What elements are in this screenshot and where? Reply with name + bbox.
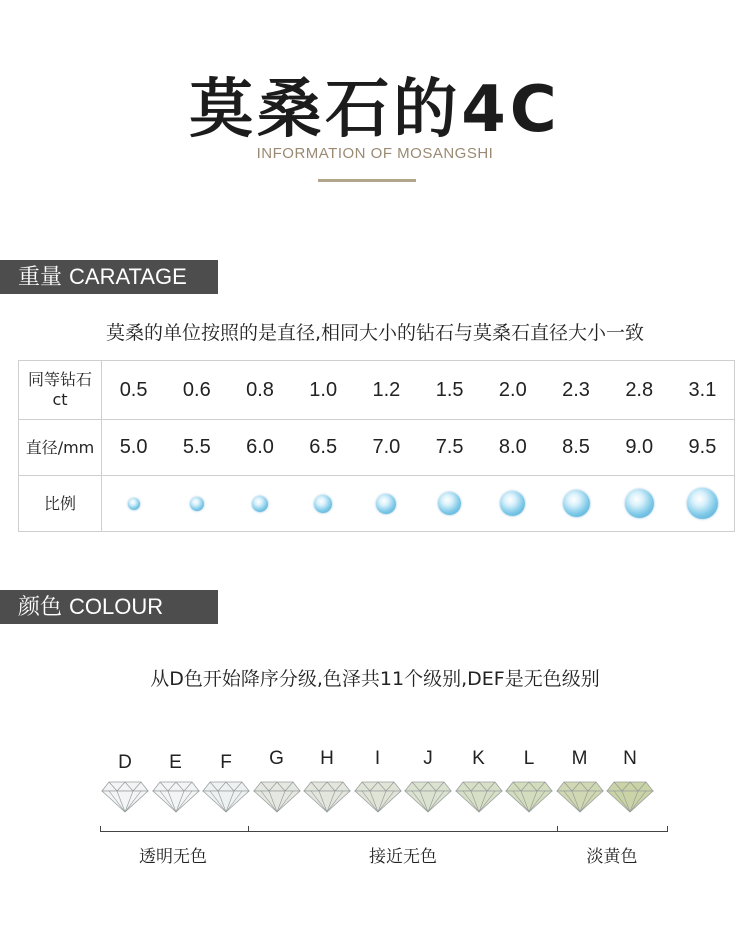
axis-tick xyxy=(557,826,558,832)
carat-value: 1.5 xyxy=(435,378,464,401)
diameter-value: 8.5 xyxy=(562,436,590,458)
diamond-icon xyxy=(202,778,250,814)
colour-range-axis xyxy=(100,831,668,832)
diamond-icon xyxy=(152,778,200,814)
carat-value: 2.3 xyxy=(562,378,590,401)
carat-row-label-line1: 同等钻石 xyxy=(27,370,92,389)
section-tag-cn: 颜色 xyxy=(18,595,63,620)
carat-table xyxy=(18,360,735,532)
gem-icon xyxy=(500,491,525,516)
diamond-icon xyxy=(101,778,149,814)
diameter-value: 5.5 xyxy=(182,436,211,458)
ratio-gem-cell xyxy=(481,491,544,516)
carat-values xyxy=(102,361,734,419)
carat-value: 0.6 xyxy=(182,378,211,401)
table-row xyxy=(19,420,735,476)
section-tag-en: COLOUR xyxy=(69,594,164,619)
carat-description: 莫桑的单位按照的是直径,相同大小的钻石与莫桑石直径大小一致 xyxy=(105,322,645,344)
grade-letter: M xyxy=(571,748,588,769)
diamond-icon xyxy=(455,778,503,814)
grade-letter: K xyxy=(472,748,485,769)
section-tag-colour xyxy=(0,590,218,624)
gem-icon xyxy=(625,489,654,518)
ratio-gem-cell xyxy=(292,495,355,513)
diameter-value: 9.0 xyxy=(625,436,654,458)
carat-row-label-line2: ct xyxy=(52,390,68,409)
ratio-gems xyxy=(102,476,734,531)
carat-value: 1.2 xyxy=(372,378,401,401)
diameter-value: 9.5 xyxy=(688,436,717,458)
diamond-icon xyxy=(606,778,654,814)
ratio-gem-cell xyxy=(418,492,481,515)
grade-letter: H xyxy=(320,748,334,769)
ratio-row-header: 比例 xyxy=(19,476,102,532)
axis-tick xyxy=(100,826,101,832)
axis-tick xyxy=(248,826,249,832)
gem-icon xyxy=(190,497,204,511)
grade-letter: L xyxy=(523,748,535,769)
diameter-values xyxy=(102,420,734,475)
carat-value: 3.1 xyxy=(688,378,717,401)
diameter-values-cell xyxy=(102,420,735,476)
section-tag-caratage xyxy=(0,260,218,294)
title-divider xyxy=(318,179,416,182)
ratio-gem-cell xyxy=(228,496,291,512)
diamond-icon xyxy=(303,778,351,814)
table-row xyxy=(19,361,735,420)
range-label-faint-yellow: 淡黄色 xyxy=(586,847,638,867)
carat-row-header xyxy=(19,361,102,420)
section-tag-en: CARATAGE xyxy=(69,264,187,289)
diamond-icon xyxy=(404,778,452,814)
gem-icon xyxy=(687,488,718,519)
carat-value: 0.8 xyxy=(246,378,274,401)
diameter-value: 6.5 xyxy=(309,436,338,458)
diameter-value: 7.5 xyxy=(435,436,464,458)
diamond-icon xyxy=(556,778,604,814)
ratio-gem-cell xyxy=(165,497,228,511)
colour-grade-letters xyxy=(100,748,660,778)
grade-letter: F xyxy=(220,752,232,773)
ratio-gems-cell xyxy=(102,476,735,532)
diamond-icon xyxy=(253,778,301,814)
range-label-colorless: 透明无色 xyxy=(139,847,207,867)
gem-icon xyxy=(438,492,461,515)
carat-value: 2.0 xyxy=(498,378,527,401)
gem-icon xyxy=(252,496,268,512)
grade-letter: N xyxy=(623,748,637,769)
gem-icon xyxy=(128,498,140,510)
carat-value: 1.0 xyxy=(309,378,338,401)
colour-grade-stones xyxy=(100,778,660,818)
ratio-gem-cell xyxy=(608,489,671,518)
table-row xyxy=(19,476,735,532)
page-title: 莫桑石的4C xyxy=(189,73,561,147)
ratio-gem-cell xyxy=(671,488,734,519)
diamond-icon xyxy=(505,778,553,814)
carat-value: 2.8 xyxy=(625,378,654,401)
diameter-value: 6.0 xyxy=(246,436,274,458)
diameter-value: 7.0 xyxy=(372,436,401,458)
diameter-row-header: 直径/mm xyxy=(19,420,102,476)
diameter-value: 5.0 xyxy=(119,436,148,458)
grade-letter: D xyxy=(118,752,132,773)
grade-letter: I xyxy=(374,748,381,769)
grade-letter: G xyxy=(269,748,284,769)
diamond-icon xyxy=(354,778,402,814)
diameter-value: 8.0 xyxy=(498,436,527,458)
page-subtitle: INFORMATION OF MOSANGSHI xyxy=(256,145,494,162)
carat-value: 0.5 xyxy=(119,378,148,401)
gem-icon xyxy=(563,490,590,517)
ratio-gem-cell xyxy=(102,498,165,510)
section-tag-cn: 重量 xyxy=(18,265,63,290)
ratio-gem-cell xyxy=(544,490,607,517)
gem-icon xyxy=(376,494,396,514)
ratio-gem-cell xyxy=(355,494,418,514)
carat-values-cell xyxy=(102,361,735,420)
axis-tick xyxy=(667,826,668,832)
colour-description: 从D色开始降序分级,色泽共11个级别,DEF是无色级别 xyxy=(150,668,600,690)
grade-letter: J xyxy=(423,748,433,769)
gem-icon xyxy=(314,495,332,513)
range-label-near-colorless: 接近无色 xyxy=(369,847,437,867)
grade-letter: E xyxy=(169,752,182,773)
